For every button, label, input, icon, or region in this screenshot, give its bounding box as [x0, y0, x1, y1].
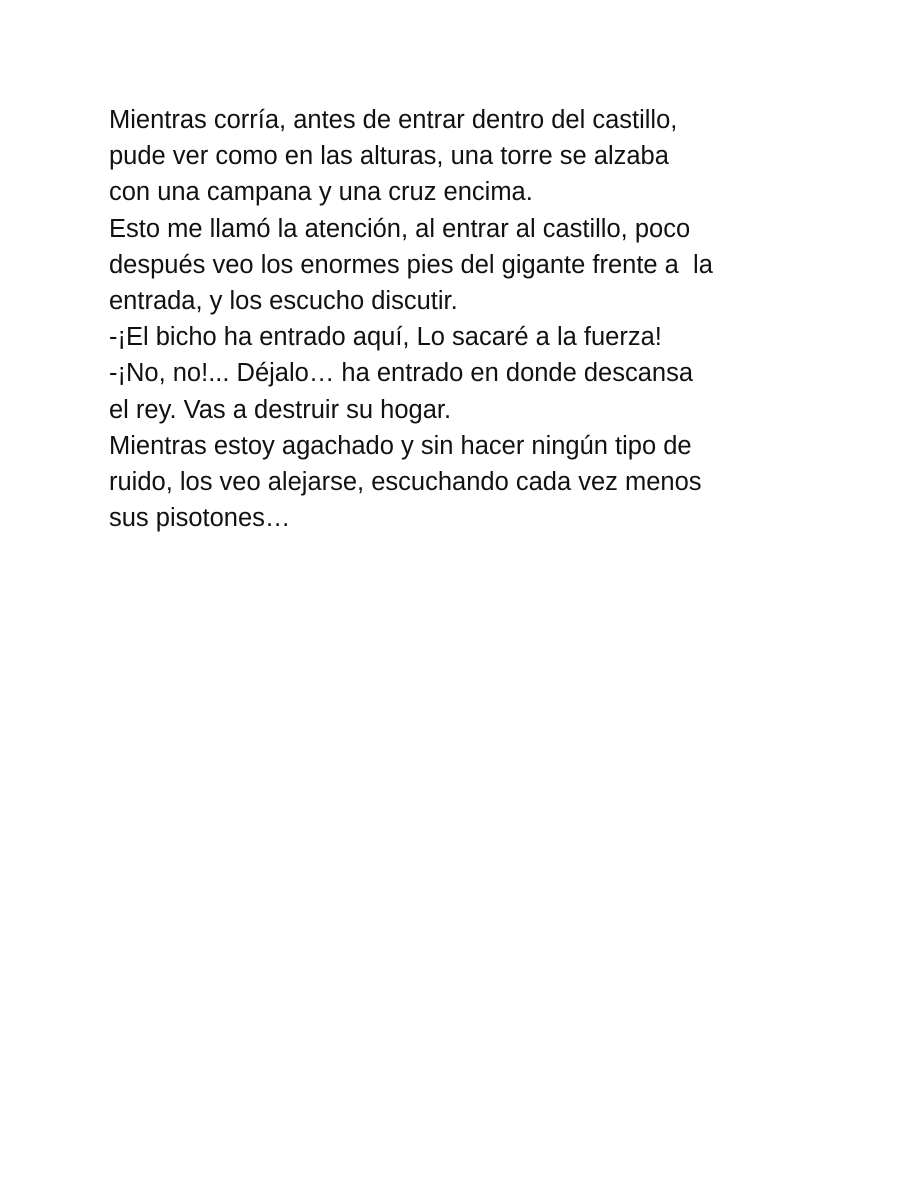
text-line: con una campana y una cruz encima.: [109, 178, 533, 207]
text-line: entrada, y los escucho discutir.: [109, 287, 458, 316]
text-line: pude ver como en las alturas, una torre se alzaba: [109, 142, 669, 171]
text-line: Esto me llamó la atención, al entrar al castillo, poco: [109, 214, 691, 243]
text-line: ruido, los veo alejarse, escuchando cada vez menos: [109, 468, 702, 497]
body-text: [109, 102, 809, 536]
text-line: Mientras estoy agachado y sin hacer ningún tipo de: [109, 431, 692, 460]
text-line: el rey. Vas a destruir su hogar.: [109, 395, 452, 424]
text-line: Mientras corría, antes de entrar dentro del castillo,: [109, 106, 678, 134]
text-line: -¡El bicho ha entrado aquí, Lo sacaré a la fuerza!: [109, 323, 662, 352]
text-line: -¡No, no!... Déjalo… ha entrado en donde descansa: [109, 359, 694, 388]
text-line: sus pisotones…: [109, 504, 291, 533]
text-line: después veo los enormes pies del gigante frente a la: [109, 250, 713, 279]
